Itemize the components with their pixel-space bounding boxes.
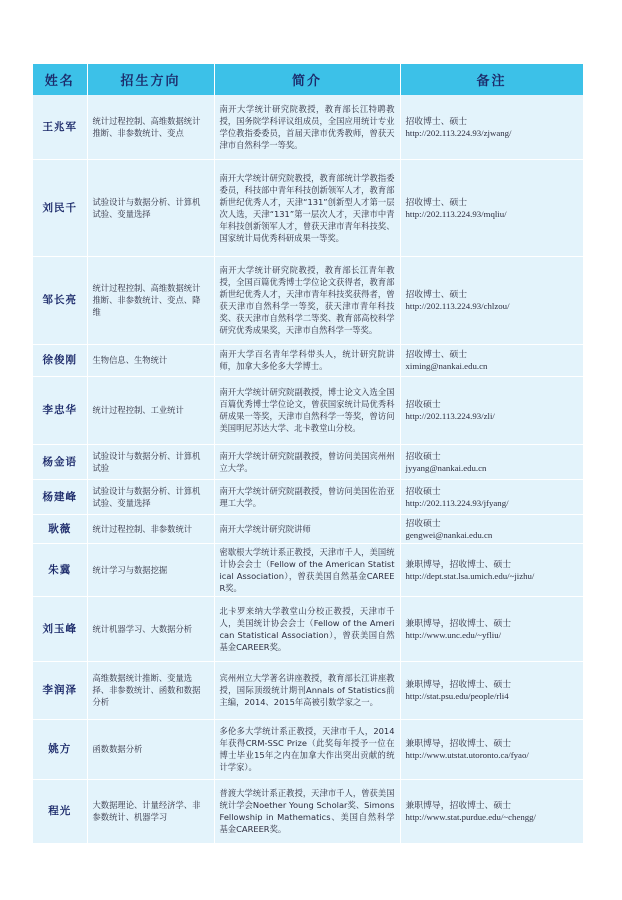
admission-type: 招收硕士 bbox=[405, 399, 441, 409]
admission-type: 兼职博导，招收博士、硕士 bbox=[405, 738, 512, 748]
research-direction: 统计过程控制、高维数据统计推断、非参数统计、变点 bbox=[87, 95, 214, 159]
professor-intro: 南开大学统计研究院教授，教育部长江特聘教授，国务院学科评议组成员，全国应用统计专业学位教指委委员，首届天津市优秀教师，曾获天津市自然科学一等奖。 bbox=[214, 95, 400, 159]
professor-name: 刘民千 bbox=[33, 159, 87, 256]
contact-info[interactable]: http://www.stat.purdue.edu/~chengg/ bbox=[405, 812, 536, 822]
research-direction: 试验设计与数据分析、计算机试验、变量选择 bbox=[87, 159, 214, 256]
admission-notes bbox=[400, 719, 583, 779]
professor-name: 徐俊刚 bbox=[33, 344, 87, 376]
admission-notes bbox=[400, 95, 583, 159]
contact-info[interactable]: http://202.113.224.93/zli/ bbox=[405, 411, 495, 421]
professor-intro: 南开大学统计研究院讲师 bbox=[214, 514, 400, 543]
admission-notes bbox=[400, 661, 583, 719]
research-direction: 试验设计与数据分析、计算机试验、变量选择 bbox=[87, 479, 214, 514]
professor-intro: 南开大学统计研究院教授，教育部统计学教指委委员，科技部中青年科技创新领军人才，教育部新世纪优秀人才，天津“131”创新型人才第一层次人选，天津“131”第一层次人才，天津市中青年科技创新领军人才，曾获天津市青年科技奖、国家统计局优秀科研成果一等奖。 bbox=[214, 159, 400, 256]
research-direction: 统计过程控制、工业统计 bbox=[87, 376, 214, 444]
header-direction: 招生方向 bbox=[87, 64, 214, 95]
admission-type: 兼职博导，招收博士、硕士 bbox=[405, 800, 512, 810]
table-header bbox=[33, 64, 583, 95]
admission-type: 兼职博导，招收博士、硕士 bbox=[405, 617, 512, 628]
admission-notes bbox=[400, 256, 583, 344]
contact-info[interactable]: gengwei@nankai.edu.cn bbox=[405, 529, 493, 540]
admission-notes bbox=[400, 543, 583, 596]
table-row bbox=[33, 444, 583, 479]
table-row bbox=[33, 344, 583, 376]
professor-intro: 普渡大学统计系正教授，天津市千人，曾获美国统计学会Noether Young Scholar奖、Simons Fellowship in Mathematics、美国自然科学基金CAREER奖。 bbox=[214, 779, 400, 843]
table-row bbox=[33, 543, 583, 596]
admission-notes bbox=[400, 479, 583, 514]
header-notes: 备注 bbox=[400, 64, 583, 95]
professor-name: 程光 bbox=[33, 779, 87, 843]
research-direction: 统计学习与数据挖掘 bbox=[87, 543, 214, 596]
admission-notes bbox=[400, 159, 583, 256]
admission-notes bbox=[400, 376, 583, 444]
professor-intro: 南开大学统计研究院副教授，曾访问美国佐治亚理工大学。 bbox=[214, 479, 400, 514]
contact-info[interactable]: http://202.113.224.93/mqliu/ bbox=[405, 208, 507, 219]
professor-intro: 南开大学统计研究院副教授，博士论文入选全国百篇优秀博士学位论文，曾获国家统计局优秀科研成果一等奖，天津市自然科学一等奖，曾访问美国明尼苏达大学、北卡教堂山分校。 bbox=[214, 376, 400, 444]
professor-intro: 南开大学统计研究院教授，教育部长江青年教授，全国百篇优秀博士学位论文获得者，教育部新世纪优秀人才，天津市青年科技奖获得者，曾获天津市自然科学一等奖，获天津市青年科技奖、获天津市自然科学二等奖、教育部高校科学研究优秀成果奖，天津市自然科学一等奖。 bbox=[214, 256, 400, 344]
table-body bbox=[33, 95, 583, 843]
research-direction: 统计机器学习、大数据分析 bbox=[87, 596, 214, 661]
header-intro: 简介 bbox=[214, 64, 400, 95]
table-row bbox=[33, 514, 583, 543]
table-row bbox=[33, 376, 583, 444]
professor-intro: 南开大学百名青年学科带头人，统计研究院讲师，加拿大多伦多大学博士。 bbox=[214, 344, 400, 376]
admission-type: 招收硕士 bbox=[405, 517, 441, 528]
research-direction: 函数数据分析 bbox=[87, 719, 214, 779]
contact-info[interactable]: http://dept.stat.lsa.umich.edu/~jizhu/ bbox=[405, 570, 535, 581]
admission-type: 兼职博导，招收博士、硕士 bbox=[405, 679, 512, 689]
contact-info[interactable]: http://202.113.224.93/chlzou/ bbox=[405, 301, 510, 311]
contact-info[interactable]: http://www.utstat.utoronto.ca/fyao/ bbox=[405, 750, 529, 760]
admission-notes bbox=[400, 596, 583, 661]
table-row bbox=[33, 661, 583, 719]
research-direction: 大数据理论、计量经济学、非参数统计、机器学习 bbox=[87, 779, 214, 843]
research-direction: 高维数据统计推断、变量选择、非参数统计、函数和数据分析 bbox=[87, 661, 214, 719]
contact-info[interactable]: jyyang@nankai.edu.cn bbox=[405, 462, 487, 473]
professor-name: 耿薇 bbox=[33, 514, 87, 543]
admission-type: 招收硕士 bbox=[405, 485, 441, 496]
admission-notes bbox=[400, 779, 583, 843]
header-name: 姓名 bbox=[33, 64, 87, 95]
professor-name: 朱冀 bbox=[33, 543, 87, 596]
admission-type: 招收博士、硕士 bbox=[405, 115, 468, 126]
research-direction: 试验设计与数据分析、计算机试验 bbox=[87, 444, 214, 479]
table-row bbox=[33, 95, 583, 159]
professor-intro: 多伦多大学统计系正教授，天津市千人，2014年获得CRM-SSC Prize（此奖每年授予一位在博士毕业15年之内在加拿大作出突出贡献的统计学家）。 bbox=[214, 719, 400, 779]
professor-name: 王兆军 bbox=[33, 95, 87, 159]
table-row bbox=[33, 479, 583, 514]
admission-notes bbox=[400, 344, 583, 376]
research-direction: 统计过程控制、高维数据统计推断、非参数统计、变点、降维 bbox=[87, 256, 214, 344]
table-row bbox=[33, 256, 583, 344]
professor-name: 刘玉峰 bbox=[33, 596, 87, 661]
professor-name: 李润泽 bbox=[33, 661, 87, 719]
professor-intro: 宾州州立大学著名讲座教授，教育部长江讲座教授，国际顶级统计期刊Annals of Statistics前主编，2014、2015年高被引数学家之一。 bbox=[214, 661, 400, 719]
research-direction: 统计过程控制、非参数统计 bbox=[87, 514, 214, 543]
admission-type: 兼职博导，招收博士、硕士 bbox=[405, 558, 512, 569]
professor-name: 姚方 bbox=[33, 719, 87, 779]
professor-name: 邹长亮 bbox=[33, 256, 87, 344]
professor-intro: 北卡罗来纳大学教堂山分校正教授，天津市千人，美国统计协会会士（Fellow of the American Statistical Association），曾获美国自然基金CAREER奖。 bbox=[214, 596, 400, 661]
header-row bbox=[33, 64, 583, 95]
professor-intro: 南开大学统计研究院副教授，曾访问美国宾州州立大学。 bbox=[214, 444, 400, 479]
table-row bbox=[33, 159, 583, 256]
professor-name: 杨金语 bbox=[33, 444, 87, 479]
professor-intro: 密歇根大学统计系正教授，天津市千人，美国统计协会会士（Fellow of the American Statistical Association），曾获美国自然基金CAREER奖。 bbox=[214, 543, 400, 596]
professor-name: 杨建峰 bbox=[33, 479, 87, 514]
contact-info[interactable]: http://202.113.224.93/jfyang/ bbox=[405, 497, 509, 508]
faculty-table bbox=[33, 64, 584, 844]
research-direction: 生物信息、生物统计 bbox=[87, 344, 214, 376]
admission-notes bbox=[400, 444, 583, 479]
contact-info[interactable]: http://stat.psu.edu/people/rli4 bbox=[405, 691, 509, 701]
table-row bbox=[33, 779, 583, 843]
table-row bbox=[33, 719, 583, 779]
admission-notes bbox=[400, 514, 583, 543]
admission-type: 招收硕士 bbox=[405, 450, 441, 461]
admission-type: 招收博士、硕士 bbox=[405, 349, 468, 359]
admission-type: 招收博士、硕士 bbox=[405, 289, 468, 299]
contact-info[interactable]: ximing@nankai.edu.cn bbox=[405, 361, 488, 371]
table-row bbox=[33, 596, 583, 661]
contact-info[interactable]: http://www.unc.edu/~yfliu/ bbox=[405, 629, 502, 640]
professor-name: 李忠华 bbox=[33, 376, 87, 444]
admission-type: 招收博士、硕士 bbox=[405, 196, 468, 207]
contact-info[interactable]: http://202.113.224.93/zjwang/ bbox=[405, 127, 512, 138]
